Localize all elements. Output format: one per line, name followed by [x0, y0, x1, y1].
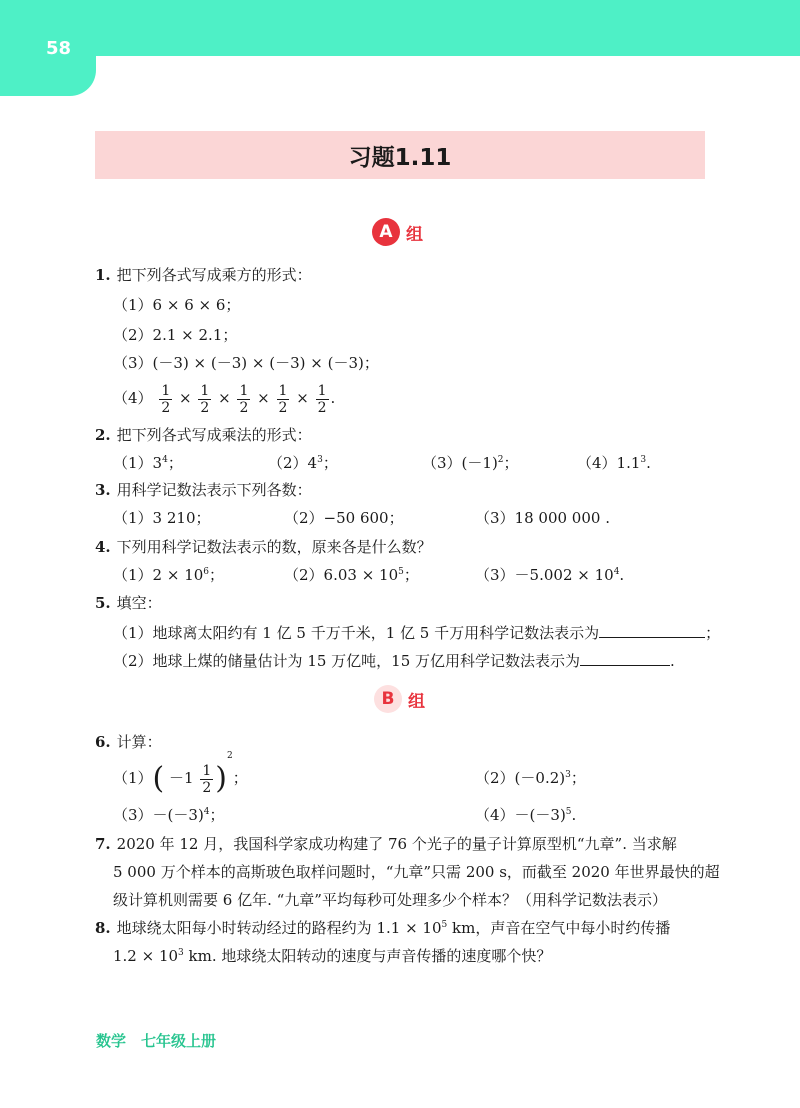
- exponent: 3: [640, 455, 647, 465]
- fraction-numerator: 1: [200, 382, 210, 399]
- q3-part-1: （1）3 210；: [113, 509, 211, 527]
- page-number: 58: [46, 38, 72, 59]
- question-8-line-1: 地球绕太阳每小时转动经过的路程约为 1.1 × 10: [116, 919, 442, 937]
- q6-part-3-base: （3）－(－3): [113, 806, 204, 824]
- fraction: [159, 383, 172, 416]
- fraction: [200, 763, 213, 796]
- question-number: 1.: [95, 266, 111, 284]
- question-8-line-1-end: km，声音在空气中每小时约传播: [447, 919, 671, 937]
- question-stem: 计算：: [116, 733, 162, 751]
- q6-part-2: [475, 768, 586, 788]
- question-number: 2.: [95, 426, 111, 444]
- exponent: 4: [613, 567, 620, 577]
- question-8-line-2: [113, 946, 551, 966]
- q2-part-3-base: （3）(－1): [422, 454, 498, 472]
- q2-part-3: [422, 453, 519, 473]
- times-sign: ×: [257, 389, 270, 407]
- open-paren: (: [152, 761, 165, 796]
- question-number: 4.: [95, 538, 111, 556]
- q4-part-1-base: （1）2 × 10: [113, 566, 204, 584]
- exercise-title-box: [95, 131, 705, 179]
- question-stem: 把下列各式写成乘方的形式：: [116, 266, 312, 284]
- separator: .: [670, 652, 675, 670]
- q2-part-2: [268, 453, 338, 473]
- separator: ；: [403, 566, 419, 584]
- q6-part-1-label: （1）: [113, 769, 153, 787]
- fraction-numerator: 1: [239, 382, 249, 399]
- times-sign: ×: [179, 389, 192, 407]
- fraction: [198, 383, 211, 416]
- fraction-denominator: 2: [317, 399, 327, 416]
- separator: ；: [705, 624, 721, 642]
- fraction-denominator: 2: [278, 399, 288, 416]
- group-a-badge: A: [372, 218, 400, 246]
- q5-part-2: [113, 649, 675, 671]
- close-paren: ): [215, 761, 228, 796]
- exponent: 3: [565, 770, 571, 780]
- q6-part-2-base: （2）(－0.2): [475, 769, 566, 787]
- separator: .: [646, 454, 651, 472]
- exponent: 4: [203, 807, 210, 817]
- fraction-denominator: 2: [200, 399, 210, 416]
- separator: .: [571, 806, 577, 824]
- group-b-heading: [374, 685, 425, 713]
- exponent: 2: [227, 751, 233, 761]
- separator: ；: [503, 454, 519, 472]
- fraction-numerator: 1: [202, 762, 212, 779]
- q3-part-3: （3）18 000 000 .: [475, 509, 610, 527]
- fraction-denominator: 2: [239, 399, 249, 416]
- question-8-line-2-start: 1.2 × 10: [113, 947, 179, 965]
- fraction: [277, 383, 290, 416]
- question-5: [95, 593, 162, 613]
- group-a-label: 组: [406, 224, 423, 245]
- times-sign: ×: [296, 389, 309, 407]
- q5-part-2-text: （2）地球上煤的储量估计为 15 万亿吨，15 万亿用科学记数法表示为: [113, 652, 581, 670]
- exponent: 3: [178, 948, 184, 958]
- q6-part-3: [113, 805, 225, 825]
- exponent: 4: [162, 455, 168, 465]
- fraction-denominator: 2: [202, 779, 212, 796]
- question-number: 7.: [95, 835, 111, 853]
- exponent: 3: [317, 455, 323, 465]
- q4-part-2-base: （2）6.03 × 10: [284, 566, 399, 584]
- exponent: 6: [203, 567, 210, 577]
- q1-part-4-label: （4）: [113, 389, 153, 407]
- q2-part-1-base: （1）3: [113, 454, 163, 472]
- fraction-numerator: 1: [317, 382, 327, 399]
- q1-part-2: （2）2.1 × 2.1；: [113, 326, 238, 344]
- fraction: [316, 383, 329, 416]
- mixed-number-whole: －1: [169, 769, 194, 787]
- question-number: 8.: [95, 919, 111, 937]
- q3-part-2: （2）−50 600；: [284, 509, 404, 527]
- question-number: 3.: [95, 481, 111, 499]
- separator: ；: [209, 566, 225, 584]
- q2-part-4: [577, 453, 651, 473]
- question-number: 6.: [95, 733, 111, 751]
- question-stem: 把下列各式写成乘法的形式：: [116, 426, 312, 444]
- q4-part-3: [475, 565, 624, 585]
- question-number: 5.: [95, 594, 111, 612]
- separator: ；: [167, 454, 183, 472]
- exercise-title: 习题1.11: [348, 144, 452, 171]
- question-8: [95, 918, 670, 938]
- question-7: [95, 834, 677, 854]
- q1-part-1: （1）6 × 6 × 6；: [113, 296, 241, 314]
- group-a-heading: [372, 218, 423, 246]
- separator: ；: [209, 806, 225, 824]
- q4-part-2: [284, 565, 419, 585]
- question-stem: 填空：: [116, 594, 162, 612]
- separator: .: [619, 566, 625, 584]
- q2-part-2-base: （2）4: [268, 454, 318, 472]
- fraction-numerator: 1: [278, 382, 288, 399]
- footer-book-title: 数学 七年级上册: [96, 1032, 217, 1050]
- times-sign: ×: [218, 389, 231, 407]
- q2-part-4-base: （4）1.1: [577, 454, 641, 472]
- question-8-line-2-end: km. 地球绕太阳转动的速度与声音传播的速度哪个快？: [183, 947, 552, 965]
- top-banner: [0, 0, 800, 56]
- group-b-label: 组: [408, 691, 425, 712]
- exponent: 5: [441, 920, 448, 930]
- fraction-numerator: 1: [161, 382, 171, 399]
- period: .: [330, 389, 336, 407]
- fraction: [237, 383, 250, 416]
- question-stem: 下列用科学记数法表示的数，原来各是什么数？: [116, 538, 432, 556]
- question-3: [95, 480, 312, 500]
- answer-blank[interactable]: [580, 649, 670, 666]
- fraction-denominator: 2: [161, 399, 171, 416]
- group-b-badge: B: [374, 685, 402, 713]
- q1-part-4: [113, 380, 335, 416]
- separator: ；: [322, 454, 338, 472]
- q2-part-1: [113, 453, 183, 473]
- exponent: 5: [398, 567, 404, 577]
- q4-part-1: [113, 565, 224, 585]
- q6-part-4-base: （4）－(－3): [475, 806, 566, 824]
- exponent: 2: [497, 455, 504, 465]
- q5-part-1-text: （1）地球离太阳约有 1 亿 5 千万千米，1 亿 5 千万用科学记数法表示为: [113, 624, 600, 642]
- q4-part-3-base: （3）－5.002 × 10: [475, 566, 614, 584]
- question-4: [95, 537, 432, 557]
- question-7-line-1: 2020 年 12 月，我国科学家成功构建了 76 个光子的量子计算原型机“九章”. 当求解: [116, 835, 677, 853]
- question-1: [95, 265, 312, 285]
- q6-part-4: [475, 805, 576, 825]
- q1-part-3: （3）(－3) × (－3) × (－3) × (－3)；: [113, 354, 379, 372]
- exponent: 5: [565, 807, 572, 817]
- question-2: [95, 425, 312, 445]
- question-stem: 用科学记数法表示下列各数：: [116, 481, 312, 499]
- question-6: [95, 732, 162, 752]
- separator: ；: [570, 769, 586, 787]
- question-7-line-3: 级计算机则需要 6 亿年. “九章”平均每秒可处理多少个样本？（用科学记数法表示）: [113, 891, 667, 909]
- q6-part-1: [113, 751, 248, 798]
- answer-blank[interactable]: [599, 621, 705, 638]
- question-7-line-2: 5 000 万个样本的高斯玻色取样问题时，“九章”只需 200 s，而截至 2020 年世界最快的超: [113, 863, 720, 881]
- q5-part-1: [113, 621, 720, 643]
- separator: ；: [232, 769, 248, 787]
